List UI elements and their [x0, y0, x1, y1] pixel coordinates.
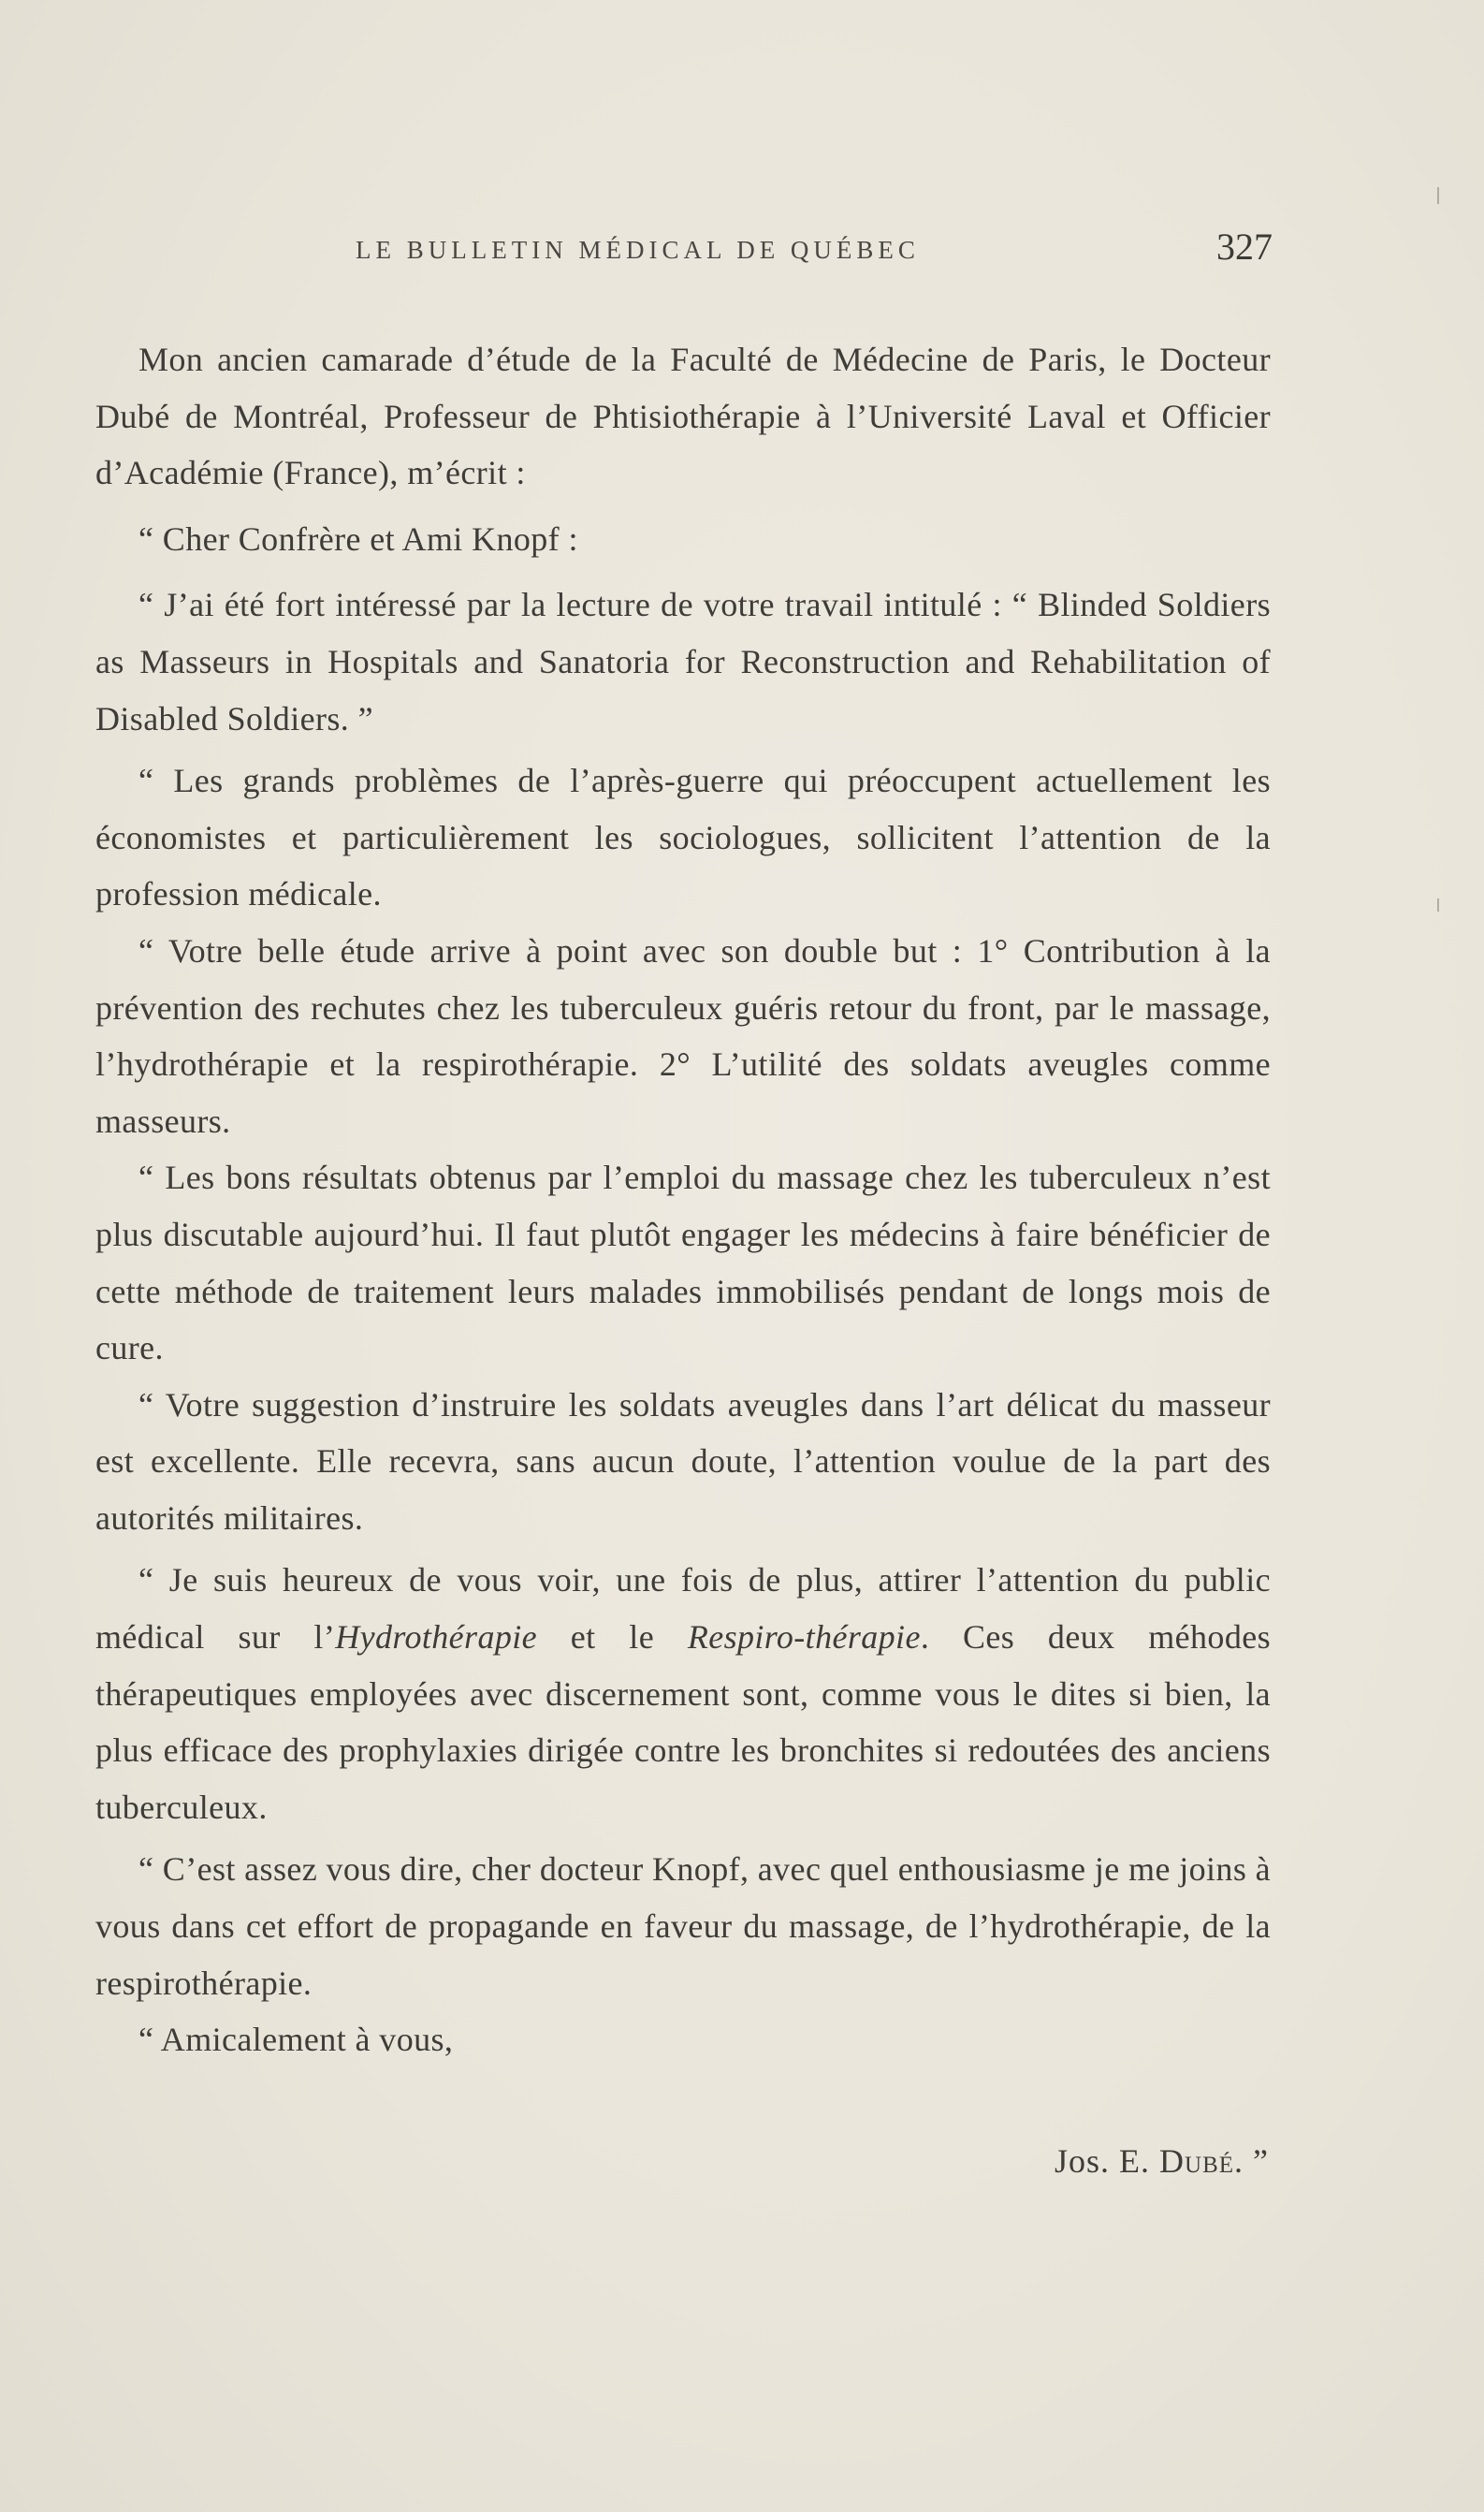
signature	[1055, 2141, 1269, 2181]
paragraph-salutation: “ Cher Confrère et Ami Knopf :	[138, 519, 578, 558]
italic-term: Hydrothérapie	[335, 1618, 538, 1657]
paragraph: “ Votre suggestion d’instruire les soldats aveugles dans l’art délicat du masseur est excellente. Elle recevra, sans aucun doute, l’attention voulue de la part des autorités militaires.	[95, 1385, 1271, 1537]
paragraph: “ J’ai été fort intéressé par la lecture de votre travail intitulé : “ Blinded Soldiers as Masseurs in Hospitals and Sanatoria for Reconstruction and Rehabilitation of Disabled Soldiers. ”	[95, 586, 1271, 738]
body-text	[95, 331, 1271, 2068]
paragraph: “ Les bons résultats obtenus par l’emploi du massage chez les tuberculeux n’est plus discutable aujourd’hui. Il faut plutôt engager les médecins à faire bénéficier de cette méthode de traitement leurs malades immobilisés pendant de longs mois de cure.	[95, 1159, 1271, 1367]
running-head: LE BULLETIN MÉDICAL DE QUÉBEC	[356, 236, 920, 264]
signature-prefix: Jos. E.	[1055, 2142, 1160, 2180]
page-number: 327	[1216, 226, 1273, 268]
paragraph-hydrotherapie	[95, 1552, 1271, 1835]
edge-mark	[1437, 187, 1439, 204]
paragraph-closing: “ C’est assez vous dire, cher docteur Knopf, avec quel enthousiasme je me joins à vous dans cet effort de propagande en faveur du massage, de l’hydrothérapie, de la respirothérapie.	[95, 1850, 1272, 2002]
paragraph: “ Les grands problèmes de l’après-guerre qui préoccupent actuellement les économistes et particulièrement les sociologues, sollicitent l’attention de la profession médicale.	[95, 762, 1271, 913]
paragraph-farewell: “ Amicalement à vous,	[138, 2021, 454, 2059]
paragraph-text: “ Je suis heureux de vous voir, une fois de plus, attirer l’attention du public médical sur l’	[95, 1561, 1271, 1657]
paragraph: “ Votre belle étude arrive à point avec son double but : 1° Contribution à la prévention des rechutes chez les tuberculeux guéris retour du front, par le massage, l’hydrothérapie et la respirothérapie. 2° L’utilité des soldats aveugles comme masseurs.	[95, 931, 1271, 1140]
signature-name: Dubé	[1159, 2142, 1235, 2180]
paragraph-intro: Mon ancien camarade d’étude de la Faculté de Médecine de Paris, le Docteur Dubé de Montréal, Professeur de Phtisiothérapie à l’Université Laval et Officier d’Académie (France), m’écrit :	[95, 341, 1271, 492]
paragraph-text: et le	[537, 1618, 688, 1657]
italic-term: Respiro-thérapie	[687, 1618, 921, 1657]
edge-mark	[1437, 898, 1439, 912]
page-header	[140, 225, 1273, 281]
paragraph-text: . Ces deux méhodes thérapeutiques employées avec discernement sont, comme vous le dites si bien, la plus efficace des prophylaxies dirigée contre les bronchites si redoutées des anciens tuberculeux.	[95, 1618, 1272, 1826]
signature-suffix: . ”	[1234, 2142, 1269, 2180]
